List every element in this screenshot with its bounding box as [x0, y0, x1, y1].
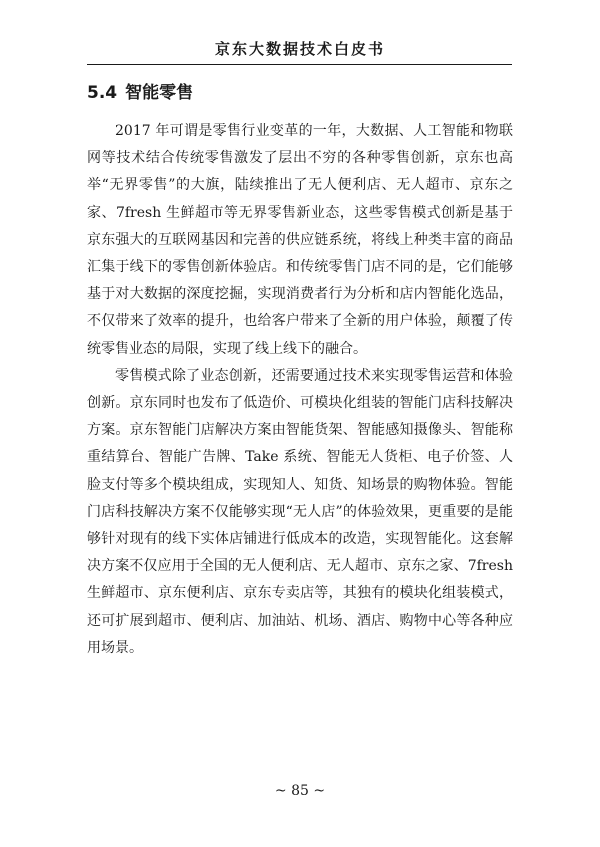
page-number: ~ 85 ~: [274, 783, 326, 799]
section-title: 智能零售: [125, 83, 194, 103]
paragraph: 2017 年可谓是零售行业变革的一年，大数据、人工智能和物联网等技术结合传统零售激发了层出不穷的各种零售创新，京东也高举“无界零售”的大旗，陆续推出了无人便利店、无人超市、京东之家、7fresh 生鲜超市等无界零售新业态，这些零售模式创新是基于京东强大的互联网基因和完善的供应链系统，将线上种类丰富的商品汇集于线下的零售创新体验店。和传统零售门店不同的是，它们能够基于对大数据的深度挖掘，实现消费者行为分析和店内智能化选品，不仅带来了效率的提升，也给客户带来了全新的用户体验，颠覆了传统零售业态的局限，实现了线上线下的融合。: [87, 123, 513, 357]
header-divider: [87, 64, 512, 65]
section-number: 5.4: [87, 83, 118, 103]
running-header-title: 京东大数据技术白皮书: [214, 40, 385, 58]
paragraph: 零售模式除了业态创新，还需要通过技术来实现零售运营和体验创新。京东同时也发布了低造价、可模块化组装的智能门店科技解决方案。京东智能门店解决方案由智能货架、智能感知摄像头、智能称重结算台、智能广告牌、Take 系统、智能无人货柜、电子价签、人脸支付等多个模块组成，实现知人、知货、知场景的购物体验。智能门店科技解决方案不仅能够实现“无人店”的体验效果，更重要的是能够针对现有的线下实体店铺进行低成本的改造，实现智能化。这套解决方案不仅应用于全国的无人便利店、无人超市、京东之家、7fresh 生鲜超市、京东便利店、京东专卖店等，其独有的模块化组装模式，还可扩展到超市、便利店、加油站、机场、酒店、购物中心等各种应用场景。: [87, 367, 513, 656]
section-heading: [87, 78, 193, 103]
body-text: [87, 118, 513, 662]
